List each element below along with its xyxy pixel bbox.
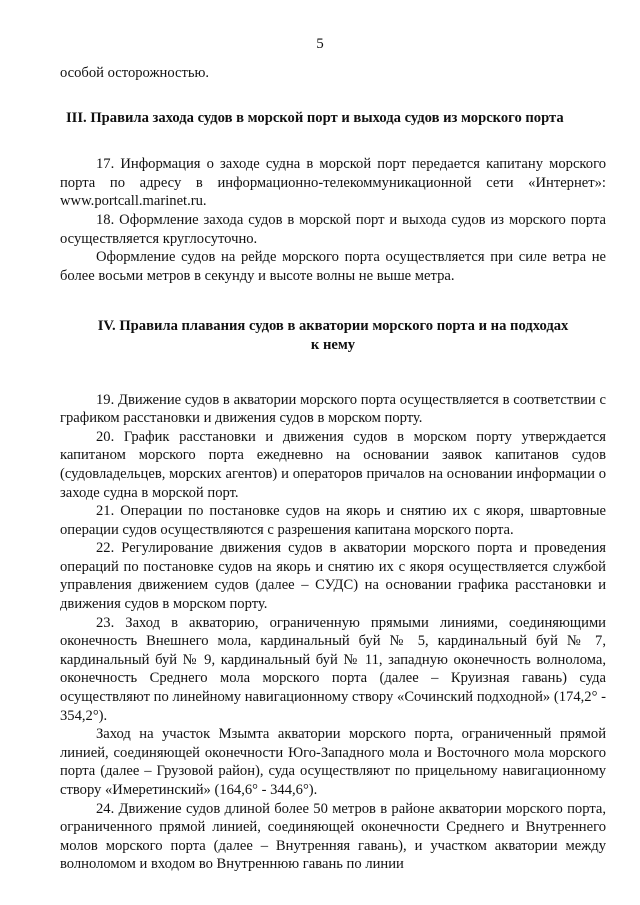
paragraph-24: 24. Движение судов длиной более 50 метров в районе акватории морского порта, ограниченного прямой линией, соединяющей оконечности Среднего и Внутреннего молов морского порта (далее – Внутренняя гавань), и участком акватории между волноломом и входом во Внутреннюю гавань по линии: [60, 800, 606, 873]
page-number: 5: [316, 36, 324, 52]
document-body: [60, 64, 606, 874]
paragraph-18: 18. Оформление захода судов в морской порт и выхода судов из морского порта осуществляется круглосуточно.: [60, 211, 606, 247]
paragraph-19: 19. Движение судов в акватории морского порта осуществляется в соответствии с графиком расстановки и движения судов в морском порту.: [60, 391, 606, 427]
section-4-heading-line2: к нему: [310, 336, 356, 353]
section-4-heading-line1: IV. Правила плавания судов в акватории морского порта и на подходах: [97, 318, 569, 335]
paragraph-22: 22. Регулирование движения судов в акватории морского порта и проведения операций по постановке судов на якорь и снятию их с якоря осуществляется службой управления движением судов (далее – СУДС) на основании графика расстановки и движения судов в морском порту.: [60, 540, 606, 613]
top-fragment: особой осторожностью.: [60, 65, 210, 81]
paragraph-23-mzymta: Заход на участок Мзымта акватории морского порта, ограниченный прямой линией, соединяющей оконечности Юго-Западного мола и Восточного мола морского порта (далее – Грузовой район), суда осуществляют по прицельному навигационному створу «Имеретинский» (164,6° - 344,6°).: [60, 726, 606, 798]
section-4-heading: [60, 317, 606, 354]
paragraph-20: 20. График расстановки и движения судов в морском порту утверждается капитаном морского порта ежедневно на основании заявок капитанов судов (судовладельцев, морских агентов) и операторов причалов на основании информации о заходе судна в морской порт.: [60, 428, 606, 501]
paragraph-23: 23. Заход в акваторию, ограниченную прямыми линиями, соединяющими оконечность Внешнего мола, кардинальный буй № 5, кардинальный буй № 7, кардинальный буй № 9, кардинальный буй № 11, западную оконечность волнолома, оконечность Среднего мола морского порта (далее – Круизная гавань) суда осуществляют по линейному навигационному створу «Сочинский подходной» (174,2° - 354,2°).: [60, 614, 606, 724]
paragraph-18-roadstead: Оформление судов на рейде морского порта осуществляется при силе ветра не более восьми метров в секунду и высоте волны не выше метра.: [60, 249, 606, 284]
paragraph-17: 17. Информация о заходе судна в морской порт передается капитану морского порта по адресу в информационно-телекоммуникационной сети «Интернет»: www.portcall.marinet.ru.: [60, 156, 606, 210]
section-3-heading: III. Правила захода судов в морской порт и выхода судов из морского порта: [66, 109, 564, 126]
paragraph-21: 21. Операции по постановке судов на якорь и снятию их с якоря, швартовные операции судов осуществляются с разрешения капитана морского порта.: [60, 503, 606, 538]
